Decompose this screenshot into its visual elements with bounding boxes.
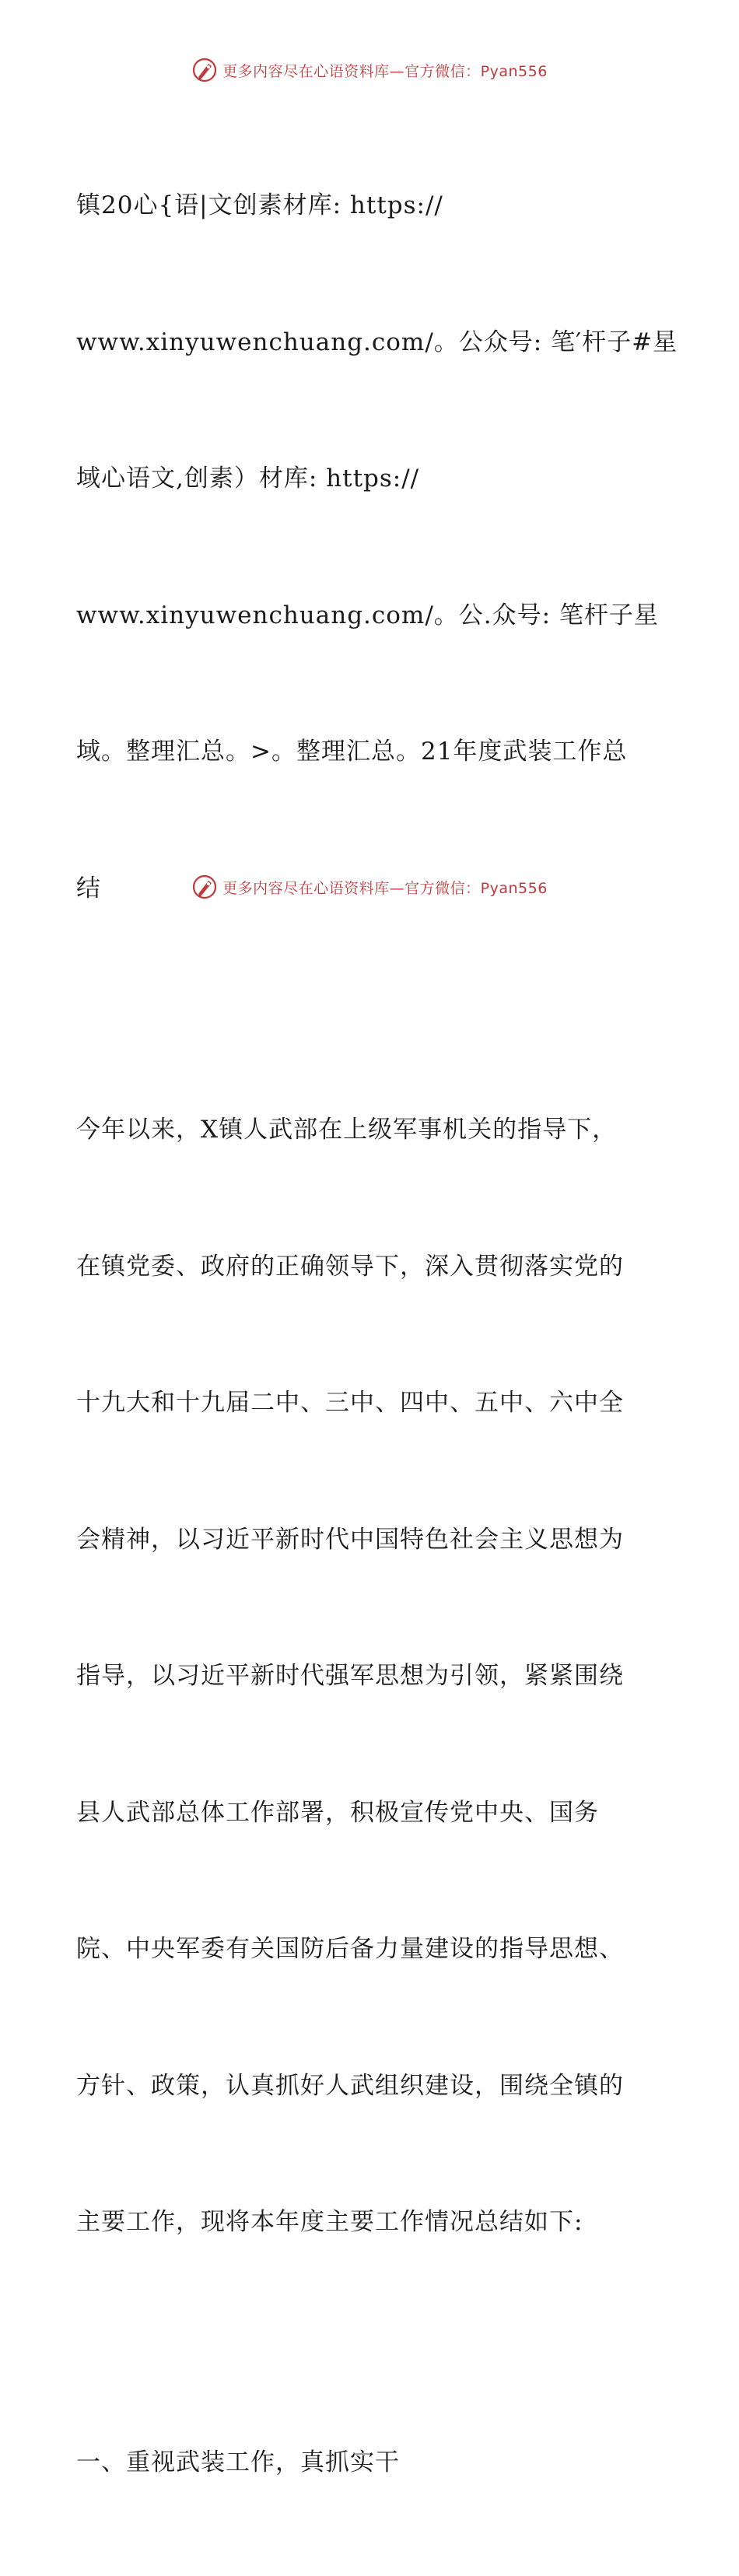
body-line: 在镇党委、政府的正确领导下，深入贯彻落实党的 <box>76 1244 667 1290</box>
banner-text: 更多内容尽在心语资料库—官方微信：Pyan556 <box>222 877 548 898</box>
intro-line: 结 <box>76 866 667 912</box>
intro-line: 镇20心{语|文创素材库: https:// <box>76 183 667 229</box>
intro-line: www.xinyuwenchuang.com/。公.众号: 笔杆子星 <box>76 593 667 639</box>
body-line: 方针、政策，认真抓好人武组织建设，围绕全镇的 <box>76 2063 667 2109</box>
section-heading-text: 一、重视武装工作，真抓实干 <box>76 2440 667 2486</box>
body-line: 十九大和十九届二中、三中、四中、五中、六中全 <box>76 1380 667 1426</box>
body-line: 指导，以习近平新时代强军思想为引领，紧紧围绕 <box>76 1653 667 1699</box>
body-paragraph <box>76 1016 667 2336</box>
body-line: 主要工作，现将本年度主要工作情况总结如下: <box>76 2199 667 2245</box>
intro-line: 域。整理汇总。>。整理汇总。21年度武装工作总 <box>76 729 667 775</box>
header-banner <box>0 54 739 86</box>
footer-banner <box>0 871 739 902</box>
pen-logo-icon <box>191 874 218 900</box>
banner-text: 更多内容尽在心语资料库—官方微信：Pyan556 <box>222 60 548 81</box>
body-line: 县人武部总体工作部署，积极宣传党中央、国务 <box>76 1790 667 1836</box>
intro-line: www.xinyuwenchuang.com/。公众号: 笔′杆子#星 <box>76 320 667 366</box>
pen-logo-icon <box>191 57 218 83</box>
intro-paragraph <box>76 92 667 1002</box>
intro-line: 域心语文,创素）材库: https:// <box>76 456 667 502</box>
document-body <box>76 92 667 2576</box>
body-line: 会精神，以习近平新时代中国特色社会主义思想为 <box>76 1517 667 1563</box>
body-line: 院、中央军委有关国防后备力量建设的指导思想、 <box>76 1926 667 1972</box>
section-heading <box>76 2349 667 2576</box>
body-line: 今年以来，X镇人武部在上级军事机关的指导下， <box>76 1107 667 1153</box>
